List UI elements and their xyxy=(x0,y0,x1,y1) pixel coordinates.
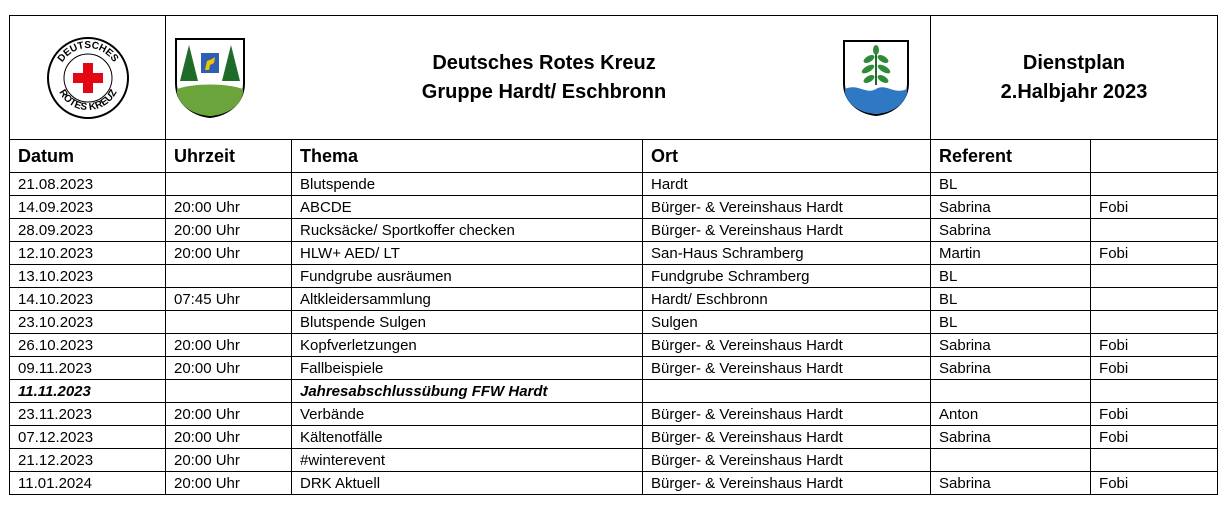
thema-cell: DRK Aktuell xyxy=(292,472,643,495)
datum-cell: 07.12.2023 xyxy=(10,426,166,449)
table-row xyxy=(10,357,1218,380)
ort-cell: San-Haus Schramberg xyxy=(643,242,931,265)
uhrzeit-cell: 20:00 Uhr xyxy=(166,242,292,265)
extra-cell: Fobi xyxy=(1091,472,1218,495)
org-line-1: Deutsches Rotes Kreuz xyxy=(432,51,656,74)
uhrzeit-cell xyxy=(166,311,292,334)
referent-cell: Martin xyxy=(931,242,1091,265)
uhrzeit-cell: 20:00 Uhr xyxy=(166,403,292,426)
extra-cell xyxy=(1091,311,1218,334)
logo-text-top: DEUTSCHES xyxy=(55,39,120,64)
thema-cell: Kältenotfälle xyxy=(292,426,643,449)
column-header-datum: Datum xyxy=(10,140,166,173)
datum-cell: 12.10.2023 xyxy=(10,242,166,265)
thema-cell: Altkleidersammlung xyxy=(292,288,643,311)
ort-cell: Bürger- & Vereinshaus Hardt xyxy=(643,196,931,219)
uhrzeit-cell xyxy=(166,380,292,403)
table-row xyxy=(10,334,1218,357)
datum-cell: 13.10.2023 xyxy=(10,265,166,288)
uhrzeit-cell: 20:00 Uhr xyxy=(166,196,292,219)
hardt-coat-of-arms-icon xyxy=(174,37,246,119)
title-line-2: 2.Halbjahr 2023 xyxy=(1000,80,1148,103)
datum-cell: 09.11.2023 xyxy=(10,357,166,380)
uhrzeit-cell: 20:00 Uhr xyxy=(166,426,292,449)
ort-cell: Bürger- & Vereinshaus Hardt xyxy=(643,334,931,357)
header-row xyxy=(10,16,1218,140)
column-header-uhrzeit: Uhrzeit xyxy=(166,140,292,173)
datum-cell: 26.10.2023 xyxy=(10,334,166,357)
table-row xyxy=(10,196,1218,219)
extra-cell: Fobi xyxy=(1091,403,1218,426)
table-row xyxy=(10,403,1218,426)
ort-cell: Bürger- & Vereinshaus Hardt xyxy=(643,403,931,426)
datum-cell: 11.01.2024 xyxy=(10,472,166,495)
table-row xyxy=(10,449,1218,472)
thema-cell: Kopfverletzungen xyxy=(292,334,643,357)
ort-cell: Sulgen xyxy=(643,311,931,334)
extra-cell xyxy=(1091,173,1218,196)
datum-cell: 23.11.2023 xyxy=(10,403,166,426)
thema-cell: Rucksäcke/ Sportkoffer checken xyxy=(292,219,643,242)
table-row xyxy=(10,472,1218,495)
extra-cell xyxy=(1091,219,1218,242)
extra-cell xyxy=(1091,265,1218,288)
extra-cell: Fobi xyxy=(1091,426,1218,449)
column-header-ort: Ort xyxy=(643,140,931,173)
organization-cell xyxy=(166,16,931,140)
column-header-referent: Referent xyxy=(931,140,1091,173)
drk-logo-icon xyxy=(46,36,130,120)
table-row xyxy=(10,380,1218,403)
logo-text-bottom: ROTES KREUZ xyxy=(55,87,120,113)
ort-cell: Bürger- & Vereinshaus Hardt xyxy=(643,219,931,242)
uhrzeit-cell: 20:00 Uhr xyxy=(166,357,292,380)
extra-cell xyxy=(1091,449,1218,472)
thema-cell: #winterevent xyxy=(292,449,643,472)
datum-cell: 28.09.2023 xyxy=(10,219,166,242)
referent-cell: Sabrina xyxy=(931,334,1091,357)
extra-cell: Fobi xyxy=(1091,242,1218,265)
table-row xyxy=(10,265,1218,288)
referent-cell: Sabrina xyxy=(931,426,1091,449)
referent-cell: BL xyxy=(931,288,1091,311)
thema-cell: Fundgrube ausräumen xyxy=(292,265,643,288)
thema-cell: Blutspende Sulgen xyxy=(292,311,643,334)
thema-cell: HLW+ AED/ LT xyxy=(292,242,643,265)
referent-cell xyxy=(931,449,1091,472)
ort-cell: Hardt/ Eschbronn xyxy=(643,288,931,311)
uhrzeit-cell xyxy=(166,265,292,288)
thema-cell: ABCDE xyxy=(292,196,643,219)
referent-cell: BL xyxy=(931,311,1091,334)
datum-cell: 11.11.2023 xyxy=(10,380,166,403)
uhrzeit-cell: 07:45 Uhr xyxy=(166,288,292,311)
dienstplan-table xyxy=(9,15,1218,495)
org-line-2: Gruppe Hardt/ Eschbronn xyxy=(421,80,667,103)
uhrzeit-cell: 20:00 Uhr xyxy=(166,334,292,357)
title-line-1: Dienstplan xyxy=(1022,51,1126,74)
referent-cell: BL xyxy=(931,173,1091,196)
ort-cell: Bürger- & Vereinshaus Hardt xyxy=(643,426,931,449)
referent-cell: Sabrina xyxy=(931,219,1091,242)
datum-cell: 23.10.2023 xyxy=(10,311,166,334)
column-header-row xyxy=(10,140,1218,173)
datum-cell: 14.10.2023 xyxy=(10,288,166,311)
eschbronn-coat-of-arms-icon xyxy=(842,39,910,117)
ort-cell: Hardt xyxy=(643,173,931,196)
uhrzeit-cell: 20:00 Uhr xyxy=(166,219,292,242)
extra-cell xyxy=(1091,380,1218,403)
table-row xyxy=(10,173,1218,196)
ort-cell: Bürger- & Vereinshaus Hardt xyxy=(643,449,931,472)
referent-cell: Sabrina xyxy=(931,196,1091,219)
ort-cell: Fundgrube Schramberg xyxy=(643,265,931,288)
thema-cell: Blutspende xyxy=(292,173,643,196)
dienstplan-sheet xyxy=(9,15,1217,495)
ort-cell: Bürger- & Vereinshaus Hardt xyxy=(643,472,931,495)
column-header-extra xyxy=(1091,140,1218,173)
extra-cell: Fobi xyxy=(1091,334,1218,357)
referent-cell: Anton xyxy=(931,403,1091,426)
ort-cell: Bürger- & Vereinshaus Hardt xyxy=(643,357,931,380)
referent-cell: Sabrina xyxy=(931,472,1091,495)
datum-cell: 14.09.2023 xyxy=(10,196,166,219)
thema-cell: Jahresabschlussübung FFW Hardt xyxy=(292,380,643,403)
column-header-thema: Thema xyxy=(292,140,643,173)
table-row xyxy=(10,219,1218,242)
thema-cell: Fallbeispiele xyxy=(292,357,643,380)
ort-cell xyxy=(643,380,931,403)
extra-cell: Fobi xyxy=(1091,357,1218,380)
table-row xyxy=(10,242,1218,265)
datum-cell: 21.12.2023 xyxy=(10,449,166,472)
extra-cell: Fobi xyxy=(1091,196,1218,219)
table-row xyxy=(10,288,1218,311)
drk-logo-cell xyxy=(10,16,166,140)
uhrzeit-cell: 20:00 Uhr xyxy=(166,449,292,472)
title-cell xyxy=(931,16,1218,140)
datum-cell: 21.08.2023 xyxy=(10,173,166,196)
referent-cell: BL xyxy=(931,265,1091,288)
uhrzeit-cell xyxy=(166,173,292,196)
referent-cell: Sabrina xyxy=(931,357,1091,380)
referent-cell xyxy=(931,380,1091,403)
uhrzeit-cell: 20:00 Uhr xyxy=(166,472,292,495)
thema-cell: Verbände xyxy=(292,403,643,426)
table-row xyxy=(10,426,1218,449)
table-row xyxy=(10,311,1218,334)
extra-cell xyxy=(1091,288,1218,311)
